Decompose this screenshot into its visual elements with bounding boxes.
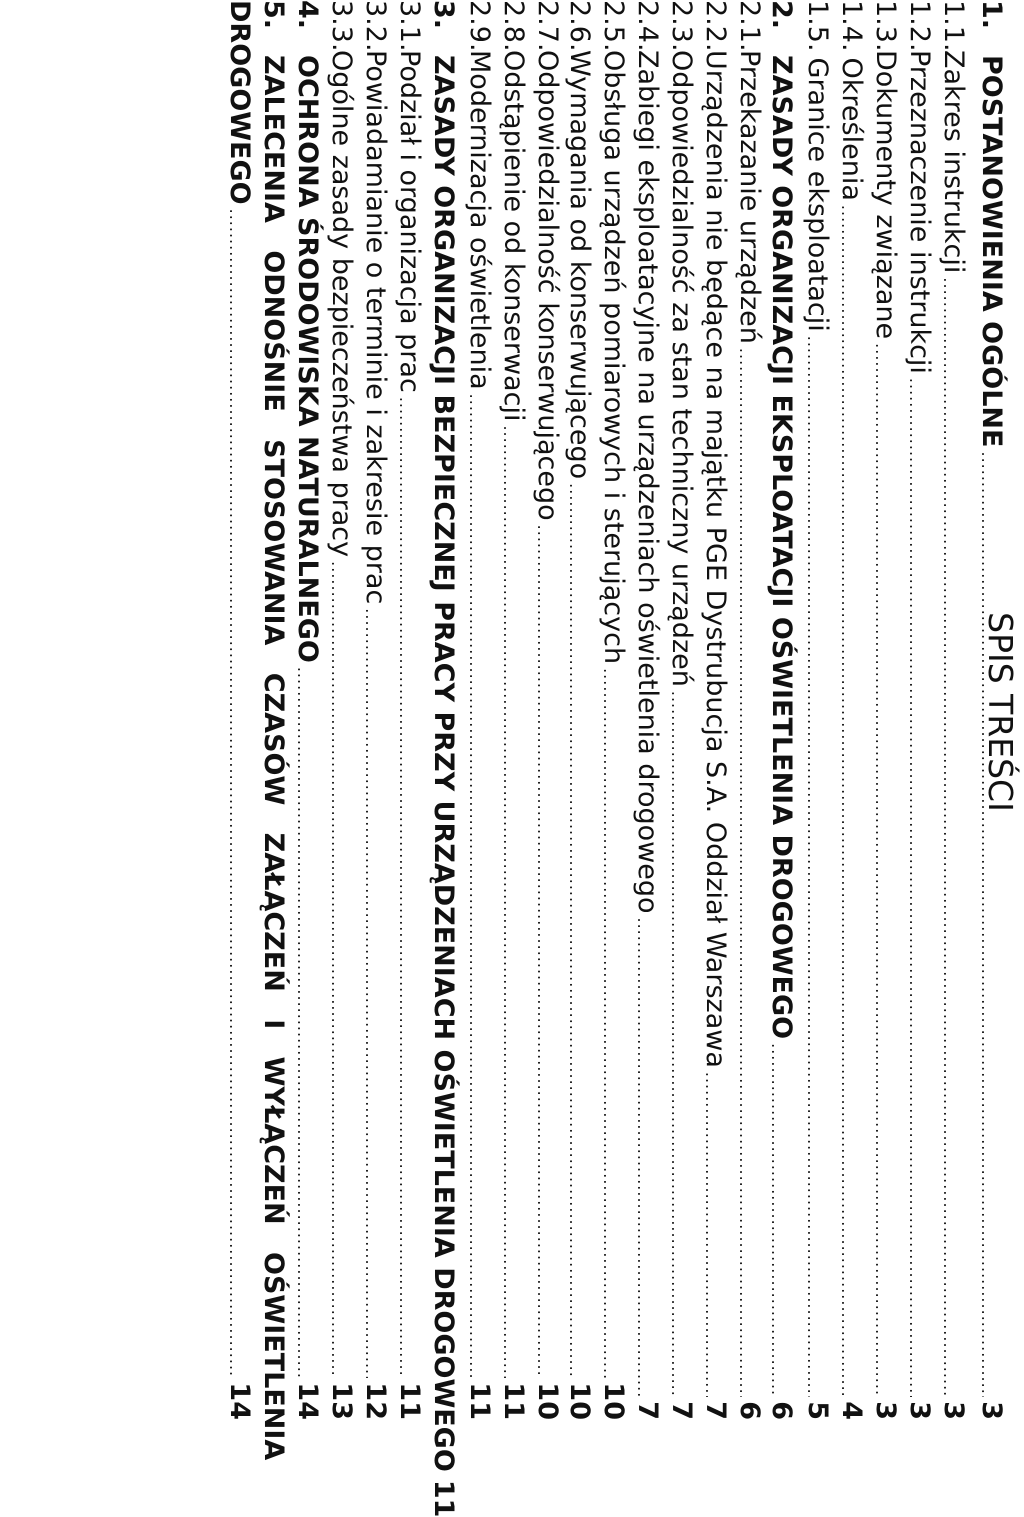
toc-entry-title: Wymagania od konserwującego: [564, 50, 595, 480]
toc-entry-page: 10: [532, 1382, 563, 1420]
toc-entry-number: 2.7.: [532, 0, 563, 52]
dot-leader: [224, 209, 246, 1379]
toc-entry-number: 2.2.: [700, 0, 731, 52]
toc-entry-page: 5: [802, 1401, 833, 1420]
dot-leader: [464, 394, 486, 1379]
dot-leader: [532, 525, 554, 1379]
toc-entry-page: 3: [938, 1401, 969, 1420]
toc-entry-page: 14: [224, 1382, 255, 1420]
toc-entry-number: 3.2.: [360, 0, 391, 52]
toc-entry-number: 3.1.: [394, 0, 425, 52]
toc-entry-title: Powiadamianie o terminie i zakresie prac: [360, 50, 391, 605]
toc-entry-title: OCHRONA ŚRODOWISKA NATURALNEGO: [292, 55, 323, 663]
dot-leader: [802, 336, 824, 1397]
toc-entry[interactable]: [224, 0, 254, 1420]
dot-leader: [632, 918, 654, 1398]
toc-entry-title: ZALECENIA ODNOŚNIE STOSOWANIA CZASÓW ZAŁĄCZEŃ I WYŁĄCZEŃ OŚWIETLENIA: [258, 55, 289, 1461]
dot-leader: [976, 451, 998, 1397]
toc-entry-page: 6: [766, 1401, 797, 1420]
toc-entry[interactable]: [532, 0, 562, 1420]
toc-entry-title: Przekazanie urządzeń: [734, 50, 765, 344]
dot-leader: [904, 378, 926, 1397]
toc-entry-number: 2.4.: [632, 0, 663, 52]
toc-entry-title: Obsługa urządzeń pomiarowych i sterujących: [598, 50, 629, 665]
toc-entry-page: 6: [734, 1401, 765, 1420]
dot-leader: [564, 483, 586, 1378]
toc-entry[interactable]: [766, 0, 796, 1420]
toc-entry-title: Podział i organizacja prac: [394, 50, 425, 393]
dot-leader: [938, 277, 960, 1397]
toc-entry[interactable]: [394, 0, 424, 1420]
toc-entry-number: 1.2.: [904, 0, 935, 52]
toc-entry-page: 4: [836, 1401, 867, 1420]
toc-entry-page: 12: [360, 1382, 391, 1420]
dot-leader: [766, 1043, 788, 1397]
toc-entry-page: 14: [292, 1382, 323, 1420]
dot-leader: [666, 691, 688, 1397]
toc-entry[interactable]: [258, 0, 289, 1461]
toc-entry[interactable]: [976, 0, 1006, 1420]
toc-entry-number: 2.3.: [666, 0, 697, 52]
toc-entry-title: Urządzenia nie będące na majątku PGE Dystrubucja S.A. Oddział Warszawa: [700, 50, 731, 1068]
toc-entry-number: 1.: [976, 0, 1007, 30]
toc-entry-number: 1.3.: [870, 0, 901, 52]
toc-entry[interactable]: [938, 0, 968, 1420]
toc-entry-title: ZASADY ORGANIZACJI BEZPIECZNEJ PRACY PRZY URZĄDZENIACH OŚWIETLENIA DROGOWEGO: [428, 55, 459, 1472]
toc-entry-page: 11: [498, 1382, 529, 1420]
toc-entry[interactable]: [734, 0, 764, 1420]
toc-entry-title: Ogólne zasady bezpieczeństwa pracy: [326, 50, 357, 558]
toc-entry[interactable]: [326, 0, 356, 1420]
toc-entry-number: 1.4.: [836, 0, 867, 52]
toc-entry-number: 4.: [292, 0, 323, 30]
toc-entry-number: 1.5.: [802, 0, 833, 52]
dot-leader: [870, 343, 892, 1397]
toc-entry-title: ZASADY ORGANIZACJI EKSPLOATACJI OŚWIETLENIA DROGOWEGO: [766, 55, 797, 1040]
toc-entry-title: Odpowiedzialność konserwującego: [532, 50, 563, 521]
toc-entry-page: 7: [666, 1401, 697, 1420]
toc-entry-page: 3: [904, 1401, 935, 1420]
toc-entry-page: 3: [870, 1401, 901, 1420]
toc-entry[interactable]: [700, 0, 730, 1420]
toc-entry-page: 10: [564, 1382, 595, 1420]
toc-entry[interactable]: [360, 0, 390, 1420]
dot-leader: [394, 397, 416, 1379]
toc-entry-title: Zakres instrukcji: [938, 50, 969, 274]
toc-entry[interactable]: [292, 0, 322, 1420]
toc-entry[interactable]: [632, 0, 662, 1420]
toc-entry-title: Modernizacja oświetlenia: [464, 50, 495, 390]
toc-entry-title: Określenia: [836, 57, 867, 201]
toc-entry-title: DROGOWEGO: [224, 0, 255, 205]
toc-entry-title: Dokumenty związane: [870, 50, 901, 340]
dot-leader: [326, 561, 348, 1378]
toc-entry[interactable]: [836, 0, 866, 1420]
toc-entry[interactable]: [904, 0, 934, 1420]
dot-leader: [836, 205, 858, 1397]
toc-entry-number: 3.3.: [326, 0, 357, 52]
toc-entry[interactable]: [464, 0, 494, 1420]
toc-entry-number: 5.: [258, 0, 289, 30]
dot-leader: [598, 668, 620, 1378]
toc-entry-number: 1.1.: [938, 0, 969, 52]
toc-entry[interactable]: [802, 0, 832, 1420]
dot-leader: [734, 348, 756, 1397]
toc-entry[interactable]: [564, 0, 594, 1420]
dot-leader: [700, 1072, 722, 1397]
toc-entry-page: 3: [976, 1401, 1007, 1420]
toc-entry-page: 11: [394, 1382, 425, 1420]
toc-entry-number: 2.8.: [498, 0, 529, 52]
toc-entry-title: Zabiegi eksploatacyjne na urządzeniach oświetlenia drogowego: [632, 50, 663, 914]
toc-entry-number: 2.: [766, 0, 797, 30]
toc-entry-page: 7: [700, 1401, 731, 1420]
toc-entry-title: Odstąpienie od konserwacji: [498, 50, 529, 422]
toc-entry[interactable]: [870, 0, 900, 1420]
toc-entry-page: 13: [326, 1382, 357, 1420]
toc-entry-page: 10: [598, 1382, 629, 1420]
toc-entry[interactable]: [598, 0, 628, 1420]
toc-entry-title: POSTANOWIENIA OGÓLNE: [976, 55, 1007, 448]
toc-entry-number: 3.: [428, 0, 459, 30]
toc-entry[interactable]: [428, 0, 459, 1517]
toc-entry-page: 11: [464, 1382, 495, 1420]
toc-entry[interactable]: [666, 0, 696, 1420]
toc-entry-number: 2.1.: [734, 0, 765, 52]
toc-entry-number: 2.6.: [564, 0, 595, 52]
toc-entry-number: 2.5.: [598, 0, 629, 52]
toc-entry-number: 2.9.: [464, 0, 495, 52]
toc-entry-page: 7: [632, 1401, 663, 1420]
toc-entry[interactable]: [498, 0, 528, 1420]
toc-entry-title: Odpowiedzialność za stan techniczny urządzeń: [666, 50, 697, 687]
dot-leader: [498, 425, 520, 1378]
page-title: SPIS TREŚCI: [981, 612, 1020, 812]
dot-leader: [360, 608, 382, 1378]
dot-leader: [292, 667, 314, 1379]
toc-entry-title: Przeznaczenie instrukcji: [904, 50, 935, 374]
toc-entry-page: 11: [428, 1479, 459, 1517]
toc-entry-title: Granice eksploatacji: [802, 57, 833, 332]
